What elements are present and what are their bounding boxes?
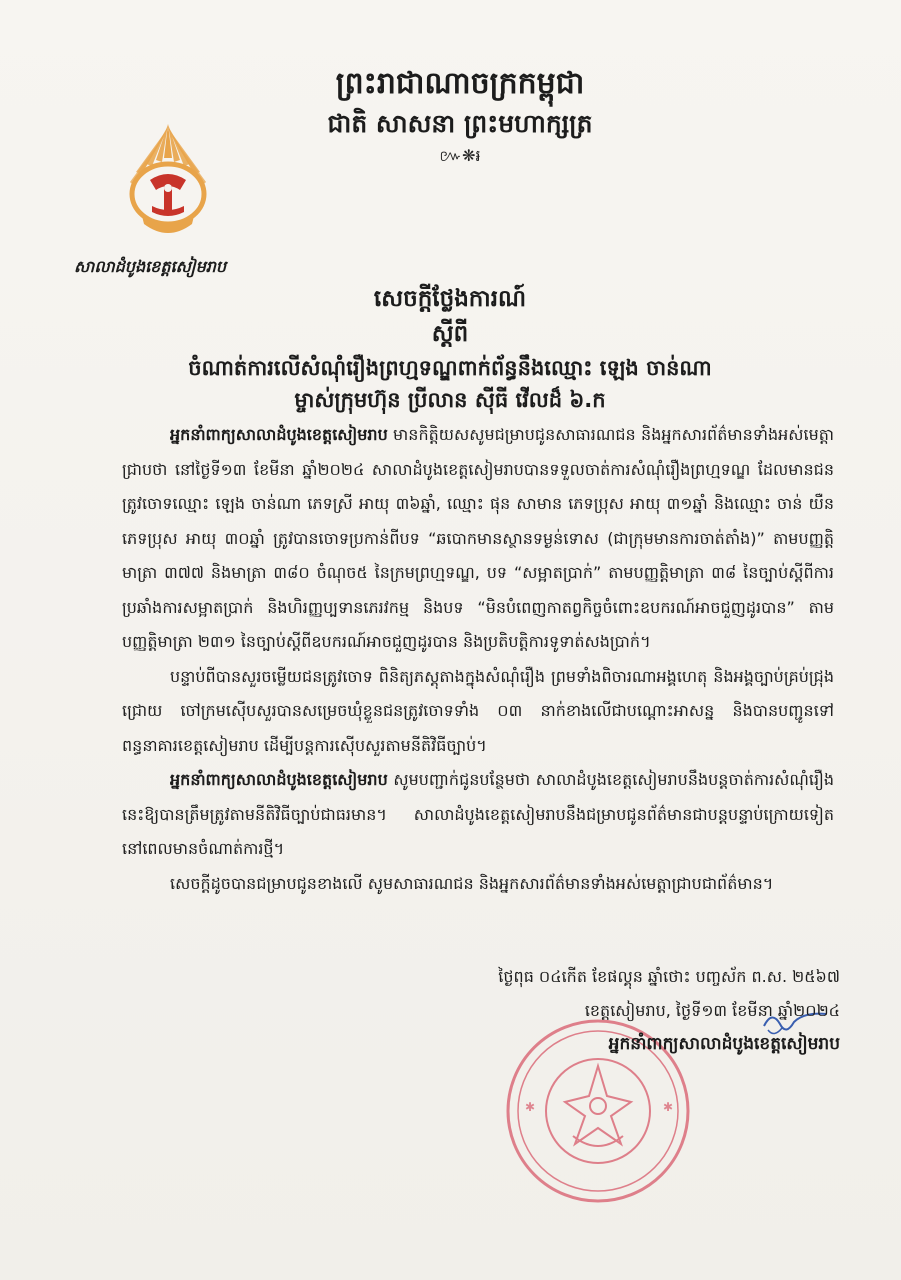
svg-text:✱: ✱	[663, 1100, 674, 1114]
place-and-date: ខេត្តសៀមរាប, ថ្ងៃទី១៣ ខែមីនា ឆ្នាំ២០២៤	[584, 1001, 840, 1020]
paragraph-3	[122, 763, 834, 867]
paragraph-1-lead: អ្នកនាំពាក្យសាលាដំបូងខេត្តសៀមរាប	[170, 425, 388, 444]
closing-signature-block	[360, 960, 840, 1060]
paragraph-4: សេចក្តីដូចបានជម្រាបជូនខាងលើ សូមសាធារណជន និងអ្នកសារព័ត៌មានទាំងអស់មេត្តាជ្រាបជាព័ត៌មាន។	[170, 873, 774, 893]
ornament-divider: ៚❋៛	[439, 146, 481, 165]
kingdom-title: ព្រះរាជាណាចក្រកម្ពុជា	[335, 66, 585, 101]
statement-about: ស្តីពី	[431, 321, 469, 347]
signer-title: អ្នកនាំពាក្យសាលាដំបូងខេត្តសៀមរាប	[608, 1034, 840, 1054]
statement-subject-line-2: ម្ចាស់ក្រុមហ៊ុន ប្រីលាន ស៊ីធី វើលដ៏ ៦.ក	[294, 388, 606, 412]
paragraph-3-lead: អ្នកនាំពាក្យសាលាដំបូងខេត្តសៀមរាប	[170, 770, 388, 789]
court-emblem-logo	[118, 118, 218, 246]
svg-text:✱: ✱	[525, 1100, 536, 1114]
lunar-date: ថ្ងៃពុធ ០៤កើត ខែផល្គុន ឆ្នាំថោះ បញ្ចស័ក ព.ស. ២៥៦៧	[498, 967, 840, 986]
statement-subject-line-1: ចំណាត់ការលើសំណុំរឿងព្រហ្មទណ្ឌពាក់ព័ន្ធនឹងឈ្មោះ ឡេង ចាន់ណា	[188, 356, 712, 380]
paragraph-1	[122, 418, 834, 660]
statement-title-block	[140, 282, 760, 416]
paragraph-2: បន្ទាប់ពីបានសួរចម្លើយជនត្រូវចោទ ពិនិត្យភស្តុតាងក្នុងសំណុំរឿង ព្រមទាំងពិចារណាអង្គហេតុ និងអង្គច្បាប់គ្រប់ជ្រុងជ្រោយ ចៅក្រមស៊ើបសួរបានសម្រេចឃុំខ្លួនជនត្រូវចោទទាំង ០៣ នាក់ខាងលើជាបណ្តោះអាសន្ន និងបានបញ្ជូនទៅពន្ធនាគារខេត្តសៀមរាប ដើម្បីបន្តការស៊ើបសួរតាមនីតិវិធីច្បាប់។	[122, 666, 834, 755]
letterhead	[250, 62, 670, 166]
issuing-court-name: សាលាដំបូងខេត្តសៀមរាប	[74, 257, 227, 276]
statement-heading: សេចក្តីថ្លែងការណ៍	[373, 286, 527, 312]
national-motto: ជាតិ សាសនា ព្រះមហាក្សត្រ	[327, 109, 593, 138]
paragraph-3-text: សូមបញ្ជាក់ជូនបន្ថែមថា សាលាដំបូងខេត្តសៀមរាបនឹងបន្តចាត់ការសំណុំរឿងនេះឱ្យបានត្រឹមត្រូវតាមនីតិវិធីច្បាប់ជាធរមាន។ សាលាដំបូងខេត្តសៀមរាបនឹងជម្រាបជូនព័ត៌មានជាបន្តបន្ទាប់ក្រោយទៀត នៅពេលមានចំណាត់ការថ្មី។	[122, 770, 834, 858]
paragraph-1-text: មានកិត្តិយសសូមជម្រាបជូនសាធារណជន និងអ្នកសារព័ត៌មានទាំងអស់មេត្តាជ្រាបថា នៅថ្ងៃទី១៣ ខែមីនា ឆ្នាំ២០២៤ សាលាដំបូងខេត្តសៀមរាបបានទទួលចាត់ការសំណុំរឿងព្រហ្មទណ្ឌ ដែលមានជនត្រូវចោទឈ្មោះ ឡេង ចាន់ណា ភេទស្រី អាយុ ៣៦ឆ្នាំ, ឈ្មោះ ផុន សាមាន ភេទប្រុស អាយុ ៣១ឆ្នាំ និងឈ្មោះ ចាន់ យឺន ភេទប្រុស អាយុ ៣០ឆ្នាំ ត្រូវបានចោទប្រកាន់ពីបទ “ឆបោកមានស្ថានទម្ងន់ទោស (ជាក្រុមមានការចាត់តាំង)” តាមបញ្ញត្តិមាត្រា ៣៧៧ និងមាត្រា ៣៨០ ចំណុច៥ នៃក្រមព្រហ្មទណ្ឌ, បទ “សម្អាតប្រាក់” តាមបញ្ញត្តិមាត្រា ៣៨ នៃច្បាប់ស្តីពីការប្រឆាំងការសម្អាតប្រាក់ និងហិរញ្ញប្បទានភេរវកម្ម និងបទ “មិនបំពេញកាតព្វកិច្ចចំពោះឧបករណ៍អាចជួញដូរបាន” តាមបញ្ញត្តិមាត្រា ២៣១ នៃច្បាប់ស្តីពីឧបករណ៍អាចជួញដូរបាន និងប្រតិបត្តិការទូទាត់សងប្រាក់។	[122, 425, 834, 651]
statement-body	[122, 418, 834, 901]
